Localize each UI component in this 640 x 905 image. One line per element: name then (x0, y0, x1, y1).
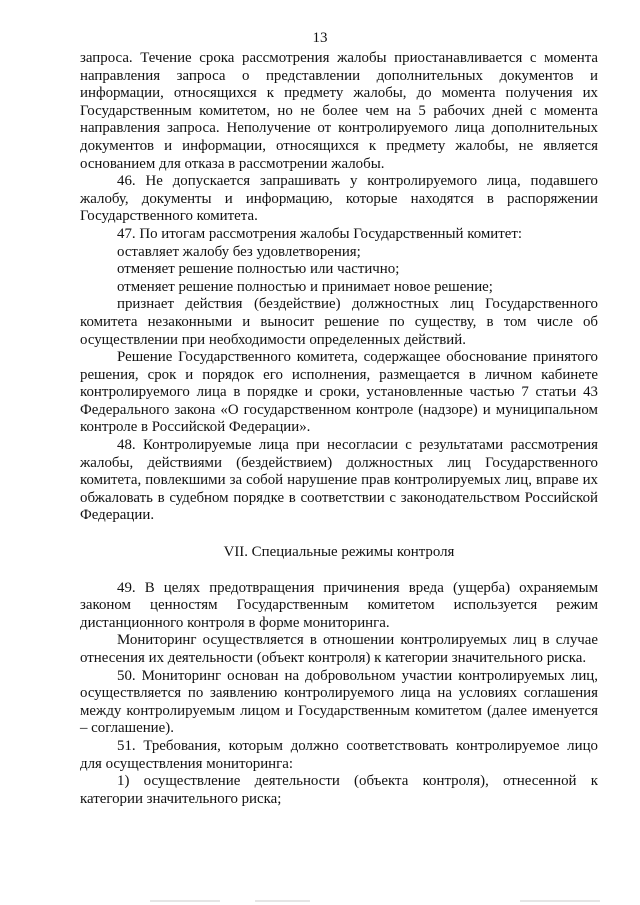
paragraph: 50. Мониторинг основан на добровольном участии контролируемых лиц, осуществляется по заявлению контролируемого лица на условиях соглашения между контролируемым лицом и Государственным комитетом (далее именуется – соглашение). (80, 667, 598, 737)
scan-smudge (255, 900, 310, 902)
paragraph: 51. Требования, которым должно соответствовать контролируемое лицо для осуществления мониторинга: (80, 737, 598, 772)
paragraph: 46. Не допускается запрашивать у контролируемого лица, подавшего жалобу, документы и информацию, которые находятся в распоряжении Государственного комитета. (80, 173, 598, 225)
document-body (80, 50, 598, 808)
paragraph: запроса. Течение срока рассмотрения жалобы приостанавливается с момента направления запроса о представлении дополнительных документов и информации, относящихся к предмету жалобы, до момента получения их Государственным комитетом, но не более чем на 5 рабочих дней с момента направления запроса. Неполучение от контролируемого лица дополнительных документов и информации, относящихся к предмету жалобы, не является основанием для отказа в рассмотрении жалобы. (80, 50, 598, 172)
paragraph: Мониторинг осуществляется в отношении контролируемых лиц в случае отнесения их деятельности (объект контроля) к категории значительного риска. (80, 632, 598, 666)
list-item: отменяет решение полностью и принимает новое решение; (117, 278, 493, 295)
list-item: отменяет решение полностью или частично; (117, 261, 400, 278)
scan-smudge (150, 900, 220, 902)
scan-smudge (520, 900, 600, 902)
list-item: оставляет жалобу без удовлетворения; (117, 243, 361, 260)
page-number: 13 (312, 30, 328, 46)
section-heading: VII. Специальные режимы контроля (223, 544, 455, 561)
paragraph: 49. В целях предотвращения причинения вреда (ущерба) охраняемым законом ценностям Государственным комитетом используется режим дистанционного контроля в форме мониторинга. (80, 579, 598, 631)
paragraph: Решение Государственного комитета, содержащее обоснование принятого решения, срок и порядок его исполнения, размещается в личном кабинете контролируемого лица в порядке и сроки, установленные частью 7 статьи 43 Федерального закона «О государственном контроле (надзоре) и муниципальном контроле в Российской Федерации». (80, 349, 598, 436)
paragraph: 48. Контролируемые лица при несогласии с результатами рассмотрения жалобы, действиями (бездействием) должностных лиц Государственного комитета, повлекшими за собой нарушение прав контролируемых лиц, вправе их обжаловать в судебном порядке в соответствии с законодательством Российской Федерации. (80, 437, 598, 524)
list-item: признает действия (бездействие) должностных лиц Государственного комитета незаконными и выносит решение по существу, в том числе об осуществлении при необходимости определенных действий. (80, 296, 598, 348)
list-item: 1) осуществление деятельности (объекта контроля), отнесенной к категории значительного риска; (80, 773, 598, 807)
paragraph: 47. По итогам рассмотрения жалобы Государственный комитет: (117, 225, 523, 242)
